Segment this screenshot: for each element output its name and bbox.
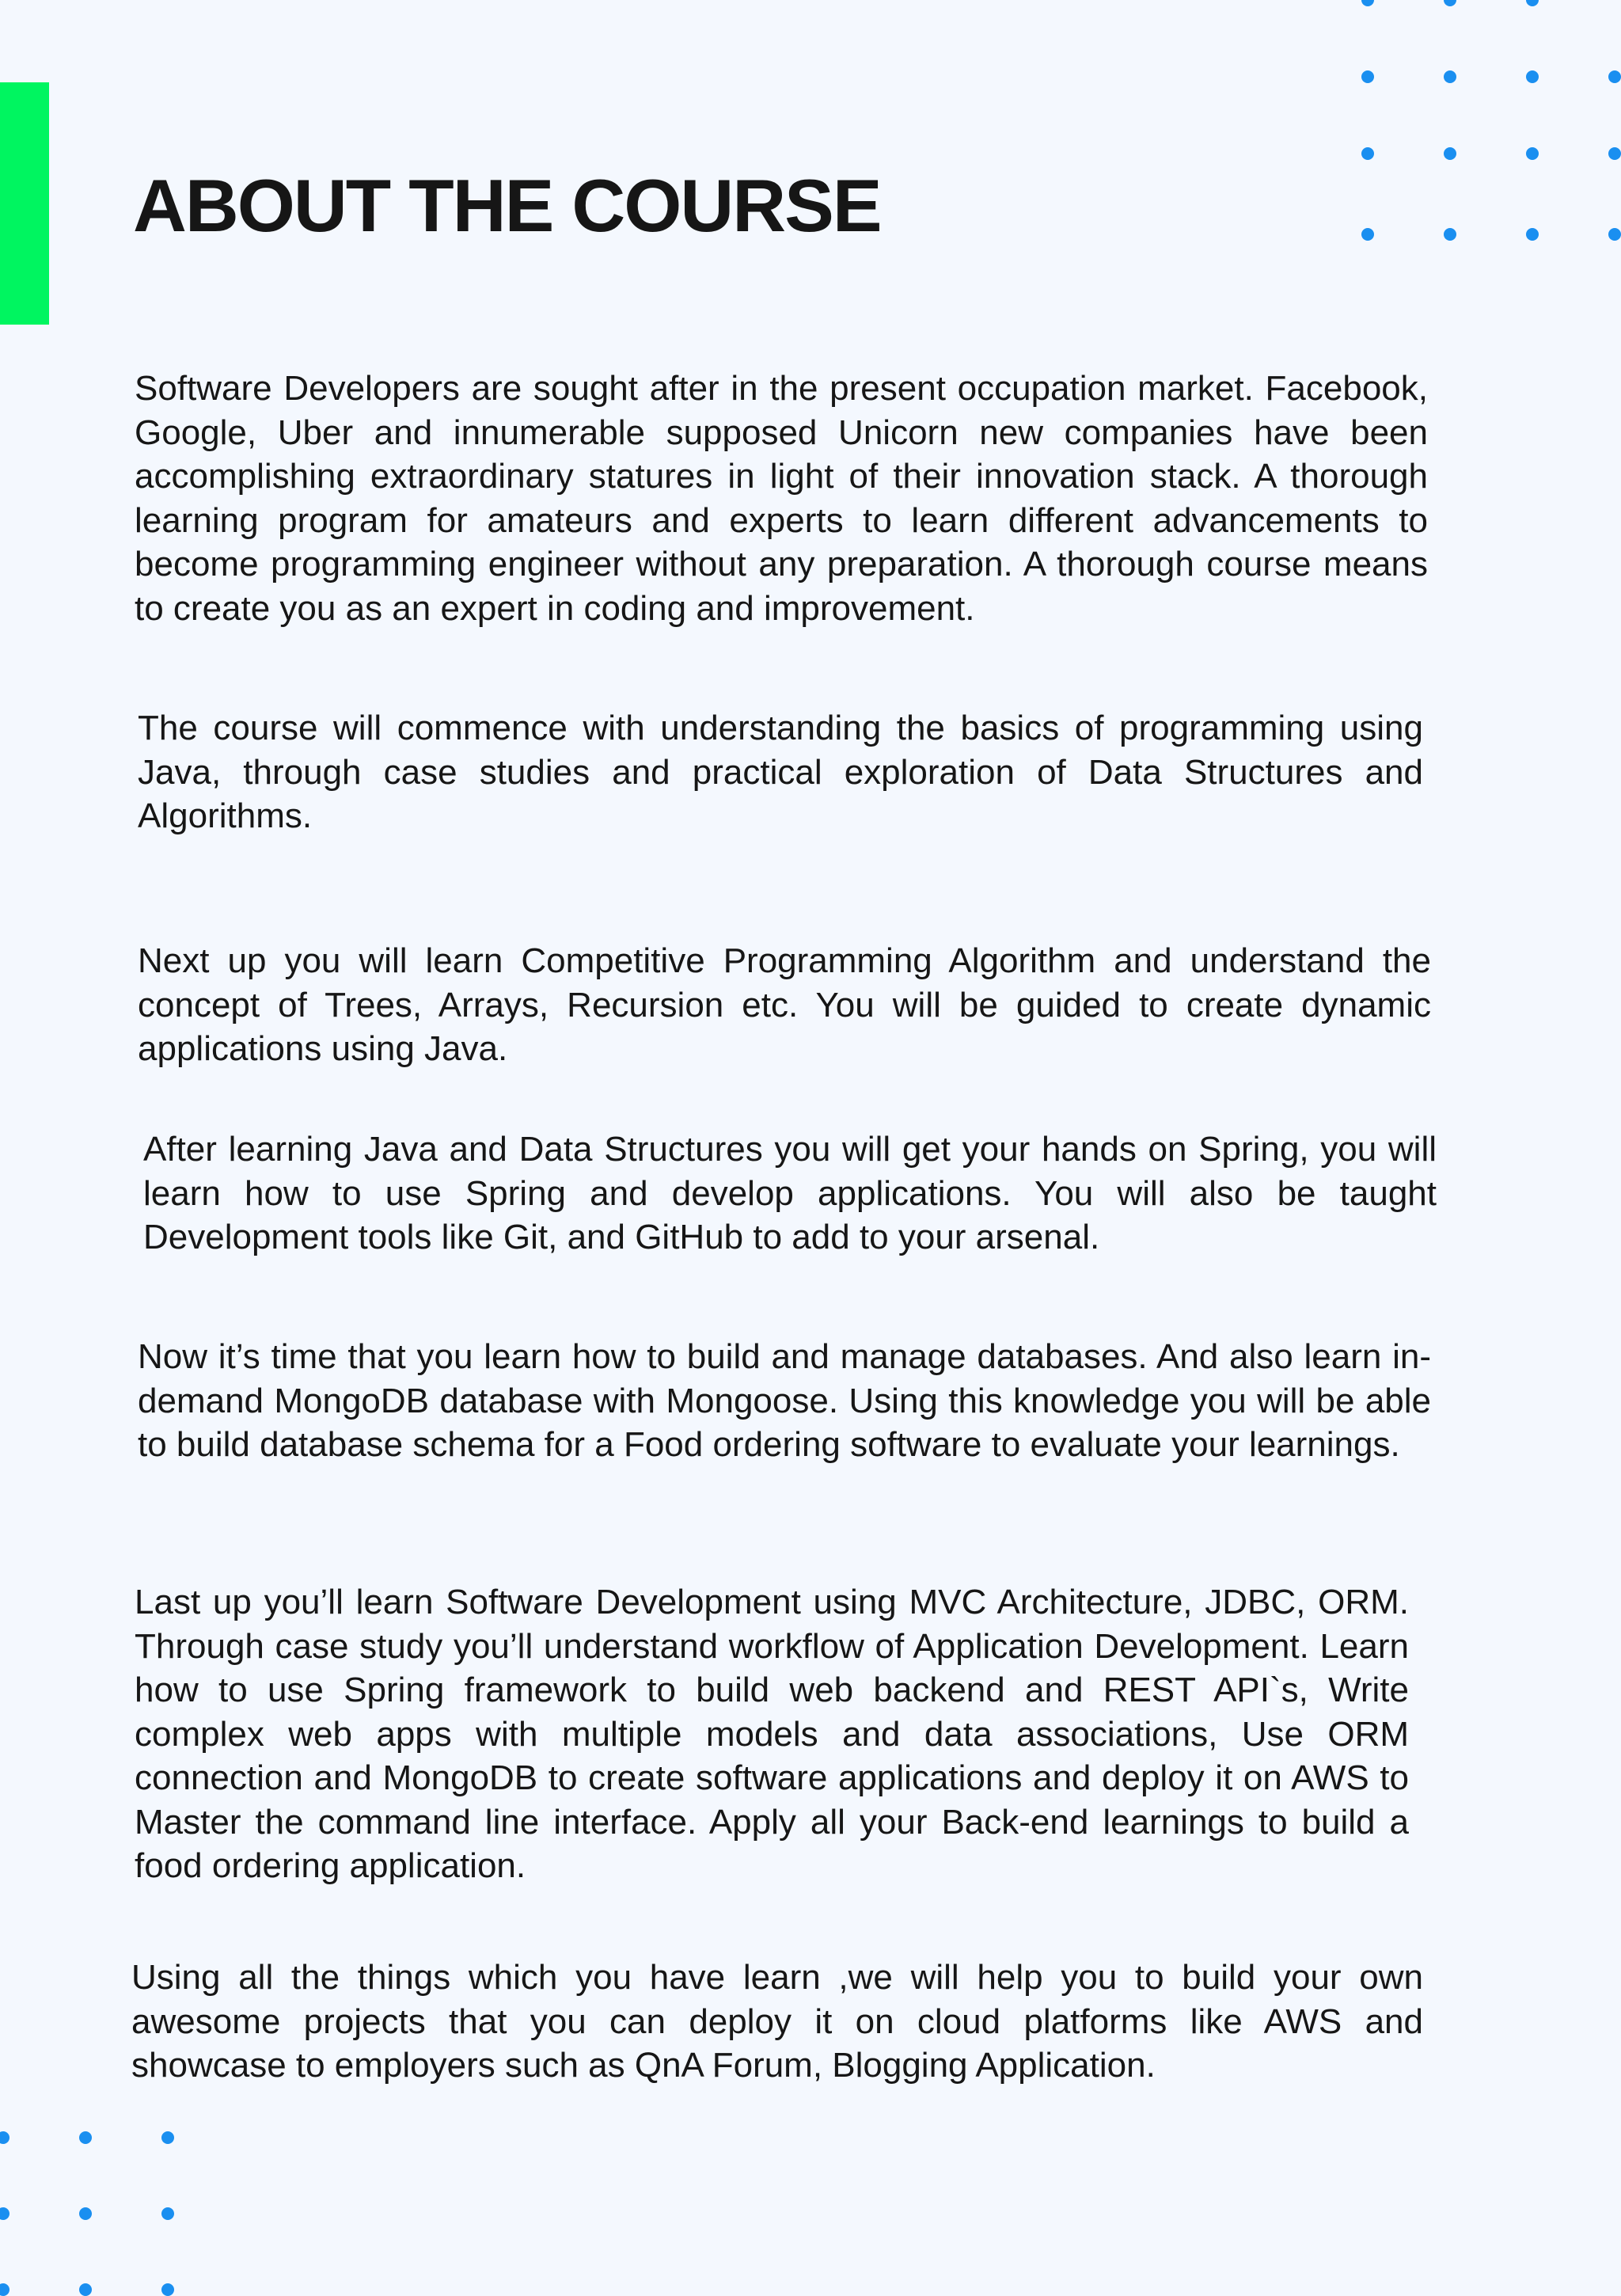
decorative-dot: [1444, 0, 1456, 6]
page-title: ABOUT THE COURSE: [133, 164, 881, 247]
decorative-dot: [1444, 70, 1456, 83]
decorative-dot: [79, 2207, 92, 2220]
paragraph-databases: Now it’s time that you learn how to build and manage databases. And also learn in-demand MongoDB database with Mongoose. Using this knowledge you will be able to build database schema for a Food ordering software to evaluate your learnings.: [138, 1337, 1431, 1464]
decorative-dot: [161, 2131, 174, 2144]
decorative-dot: [1361, 0, 1374, 6]
decorative-dot: [0, 2283, 9, 2296]
decorative-dot: [1361, 228, 1374, 241]
decorative-dot: [1526, 70, 1539, 83]
paragraph-software-development: Last up you’ll learn Software Development using MVC Architecture, JDBC, ORM. Through case study you’ll understand workflow of Application Development. Learn how to use Spring framework to build web backend and REST API`s, Write complex web apps with multiple models and data associations, Use ORM connection and MongoDB to create software applications and deploy it on AWS to Master the command line interface. Apply all your Back-end learnings to build a food ordering application.: [135, 1583, 1409, 1885]
decorative-dot: [1608, 147, 1621, 160]
paragraph-spring: After learning Java and Data Structures you will get your hands on Spring, you will learn how to use Spring and develop applications. You will also be taught Development tools like Git, and GitHub to add to your arsenal.: [143, 1130, 1437, 1256]
decorative-dot: [161, 2283, 174, 2296]
decorative-dot: [1444, 147, 1456, 160]
decorative-dot: [0, 2207, 9, 2220]
decorative-dot: [1526, 228, 1539, 241]
decorative-dot: [1608, 70, 1621, 83]
paragraph-intro: Software Developers are sought after in the present occupation market. Facebook, Google, Uber and innumerable supposed Unicorn new companies have been accomplishing extraordinary statures in light of their innovation stack. A thorough learning program for amateurs and experts to learn different advancements to become programming engineer without any preparation. A thorough course means to create you as an expert in coding and improvement.: [135, 369, 1428, 628]
decorative-dot: [1444, 228, 1456, 241]
decorative-dot: [0, 2131, 9, 2144]
accent-bar: [0, 82, 49, 325]
paragraph-projects: Using all the things which you have learn ,we will help you to build your own awesome projects that you can deploy it on cloud platforms like AWS and showcase to employers such as QnA Forum, Blogging Application.: [131, 1958, 1423, 2085]
paragraph-java-basics: The course will commence with understanding the basics of programming using Java, through case studies and practical exploration of Data Structures and Algorithms.: [138, 709, 1423, 835]
decorative-dot: [79, 2283, 92, 2296]
decorative-dot: [161, 2207, 174, 2220]
decorative-dot: [1608, 228, 1621, 241]
decorative-dot: [79, 2131, 92, 2144]
paragraph-competitive-programming: Next up you will learn Competitive Programming Algorithm and understand the concept of Trees, Arrays, Recursion etc. You will be guided to create dynamic applications using Java.: [138, 941, 1431, 1068]
decorative-dot: [1361, 147, 1374, 160]
decorative-dot: [1526, 0, 1539, 6]
decorative-dot: [1361, 70, 1374, 83]
decorative-dot: [1526, 147, 1539, 160]
